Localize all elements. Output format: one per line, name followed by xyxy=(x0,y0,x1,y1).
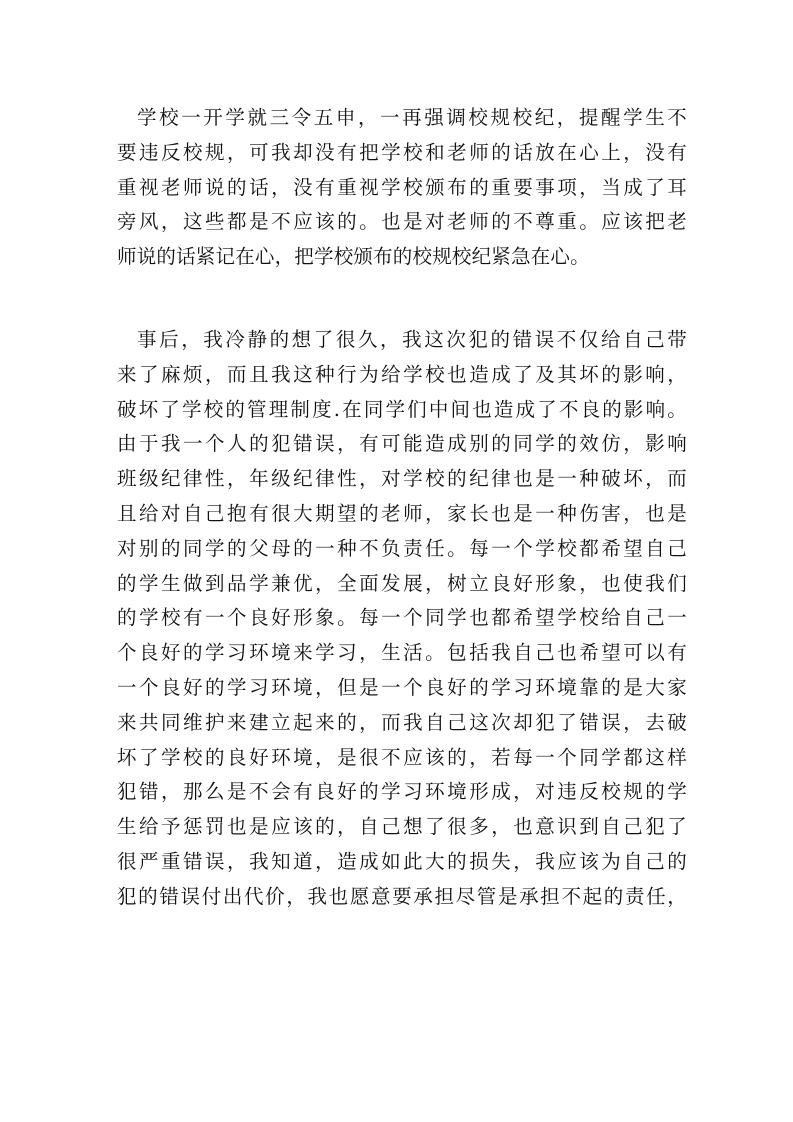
paragraph-line: 犯错，那么是不会有良好的学习环境形成，对违反校规的学 xyxy=(117,780,687,804)
paragraph-line: 由于我一个人的犯错误，有可能造成别的同学的效仿，影响 xyxy=(117,432,687,456)
paragraph-line: 生给予惩罚也是应该的，自己想了很多，也意识到自己犯了 xyxy=(117,815,687,839)
paragraph-line: 一个良好的学习环境，但是一个良好的学习环境靠的是大家 xyxy=(117,675,687,699)
paragraph-line: 来共同维护来建立起来的，而我自己这次却犯了错误，去破 xyxy=(117,710,687,734)
paragraph-2 xyxy=(117,323,687,915)
paragraph-line: 的学生做到品学兼优，全面发展，树立良好形象，也使我们 xyxy=(117,571,687,595)
paragraph-line: 很严重错误，我知道，造成如此大的损失，我应该为自己的 xyxy=(117,849,687,873)
paragraph-line: 对别的同学的父母的一种不负责任。每一个学校都希望自己 xyxy=(117,536,687,560)
paragraph-line: 且给对自己抱有很大期望的老师，家长也是一种伤害，也是 xyxy=(117,501,687,525)
paragraph-line: 破坏了学校的管理制度.在同学们中间也造成了不良的影响。 xyxy=(117,397,687,421)
paragraph-line: 学校一开学就三令五申，一再强调校规校纪，提醒学生不 xyxy=(137,106,687,129)
paragraph-line: 重视老师说的话，没有重视学校颁布的重要事项，当成了耳 xyxy=(117,175,687,199)
paragraph-line: 的学校有一个良好形象。每一个同学也都希望学校给自己一 xyxy=(117,606,687,630)
paragraph-1 xyxy=(117,101,687,275)
paragraph-line: 事后，我冷静的想了很久，我这次犯的错误不仅给自己带 xyxy=(137,328,687,351)
paragraph-line: 旁风，这些都是不应该的。也是对老师的不尊重。应该把老 xyxy=(117,210,687,234)
paragraph-line: 要违反校规，可我却没有把学校和老师的话放在心上，没有 xyxy=(117,140,687,164)
paragraph-line: 师说的话紧记在心，把学校颁布的校规校纪紧急在心。 xyxy=(117,245,590,269)
paragraph-line: 个良好的学习环境来学习，生活。包括我自己也希望可以有 xyxy=(117,641,687,665)
paragraph-line: 犯的错误付出代价，我也愿意要承担尽管是承担不起的责任， xyxy=(117,884,687,908)
paragraph-line: 坏了学校的良好环境，是很不应该的，若每一个同学都这样 xyxy=(117,745,687,769)
paragraph-line: 班级纪律性，年级纪律性，对学校的纪律也是一种破坏，而 xyxy=(117,467,687,491)
paragraph-line: 来了麻烦，而且我这种行为给学校也造成了及其坏的影响， xyxy=(117,362,687,386)
